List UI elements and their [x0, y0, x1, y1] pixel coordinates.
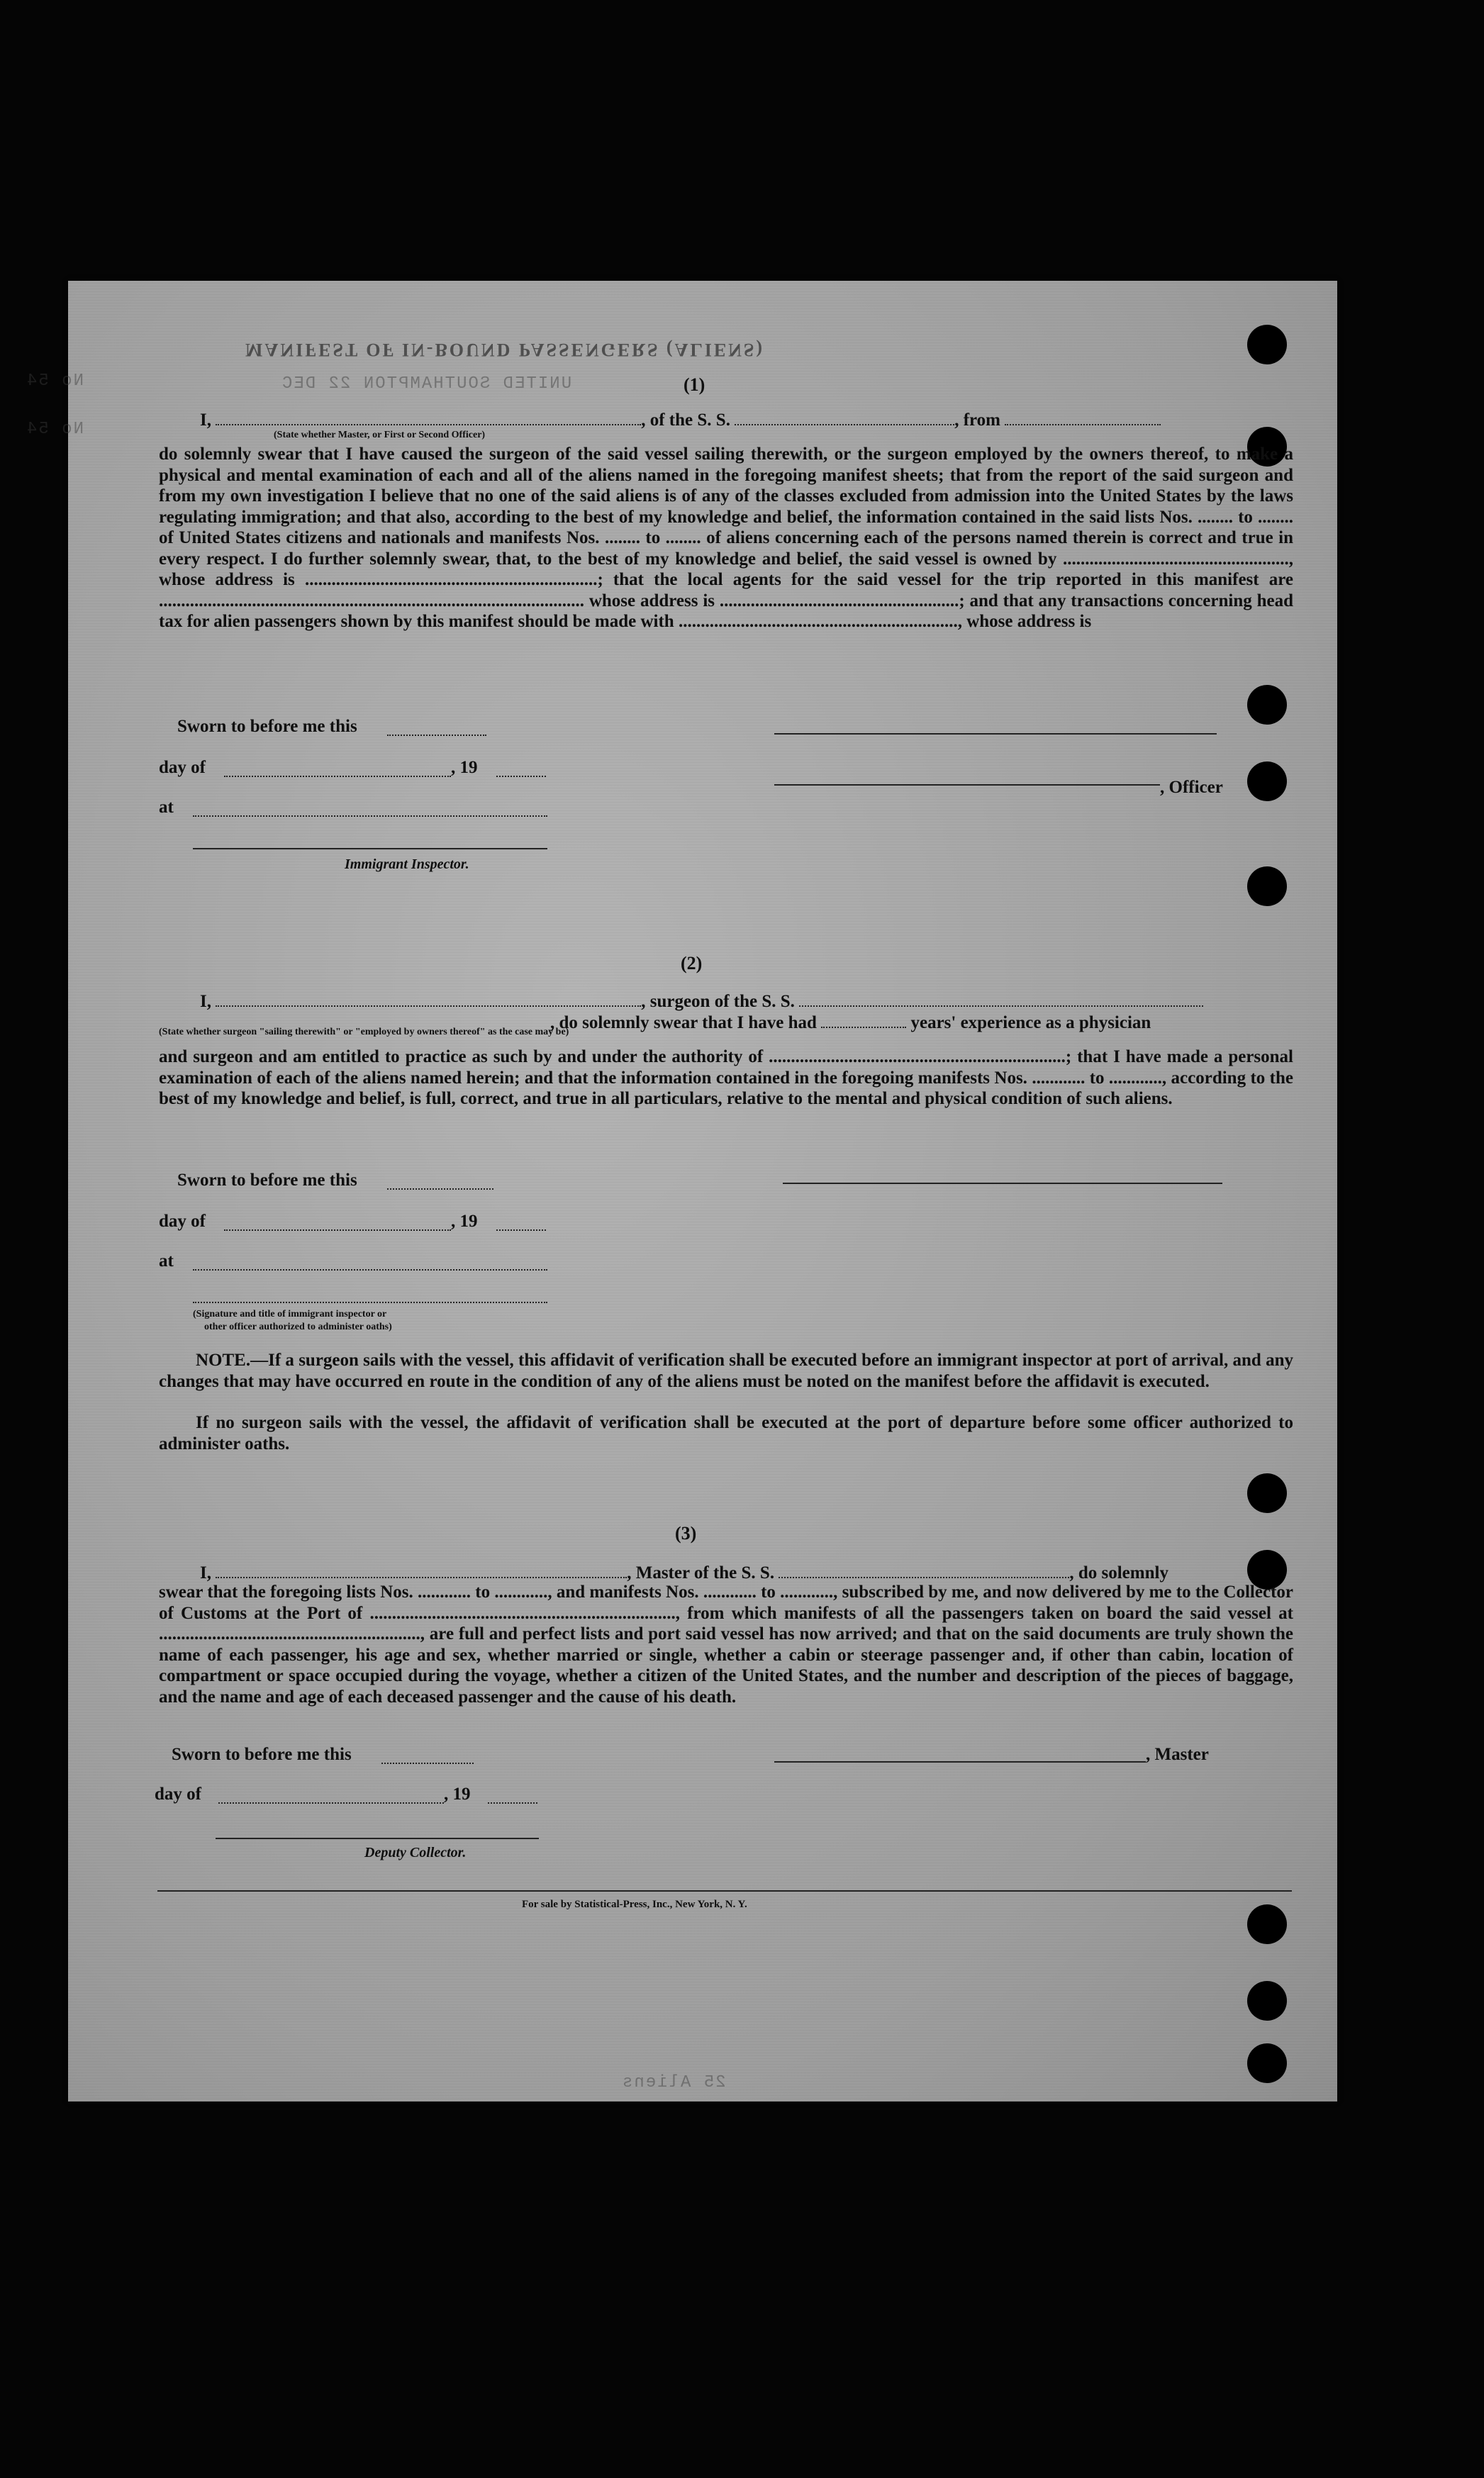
punch-hole — [1247, 761, 1287, 801]
sworn-date-line — [387, 735, 486, 736]
section-1-from: , from — [954, 411, 1000, 430]
section-1-officer: , Officer — [1160, 778, 1223, 797]
section-1-oath-paragraph: do solemnly swear that I have caused the surgeon of the said vessel sailing therewith, or the surgeon employed by the owners thereof, to make a physical and mental examination of each and all of the aliens named in the foregoing manifest sheets; that from the report of the said surgeon and from my own investigation I believe that no one of the said aliens is of any of the classes excluded from admission into the United States by the laws regulating immigration; and that also, according to the best of my knowledge and belief, the information contained in the said lists Nos. ........ to ........ of United States citizens and nationals and manifests Nos. ........ to ........ of aliens concerning each of the persons named therein is correct and true in every respect. I do further solemnly swear, that, to the best of my knowledge and belief, the said vessel is owned by ..................................................., whose address is ..................................................................; that the local agents for the said vessel for the trip reported in this manifest are ................................................................................................ whose address is ......................................................; and that any transactions concerning head tax for alien passengers shown by this manifest should be made with ..............................................................., whose address is — [159, 445, 1293, 631]
vessel-name-field[interactable] — [735, 408, 954, 425]
punch-hole — [1247, 685, 1287, 725]
manifest-ghost-line: UNITED SOUTHAMPTON 22 DEC — [281, 374, 572, 394]
sworn-date-line — [387, 1188, 493, 1190]
section-2-number: (2) — [681, 953, 703, 973]
day-of-line — [224, 776, 451, 777]
section-3-day-of: day of — [155, 1785, 201, 1804]
section-3-master: , Master — [1146, 1745, 1209, 1764]
footer-divider — [157, 1890, 1292, 1892]
sworn-date-line — [381, 1763, 474, 1764]
section-3-do-solemnly: , do solemnly — [1069, 1563, 1168, 1583]
section-2-swear: , do solemnly swear that I have had — [550, 1013, 817, 1032]
bleed-through-tail: 25 Aliens — [621, 2073, 726, 2092]
section-1-line-1 — [200, 408, 1161, 430]
section-1-i: I, — [200, 411, 211, 430]
from-port-field[interactable] — [1005, 408, 1161, 425]
section-3-number: (3) — [675, 1523, 697, 1544]
year-line — [488, 1802, 537, 1804]
punch-hole — [1247, 325, 1287, 364]
surgeon-vessel-field[interactable] — [799, 990, 1203, 1007]
year-line — [496, 776, 546, 777]
master-name-field[interactable] — [216, 1561, 627, 1578]
witness-signature-line — [193, 1302, 547, 1303]
year-line — [496, 1229, 546, 1231]
surgeon-signature-line — [783, 1183, 1222, 1184]
section-2-oath-paragraph: and surgeon and am entitled to practice as such by and under the authority of ...................................................................; that I have made a personal examination of each of the aliens named herein; and that the information contained in the foregoing manifests Nos. ............ to ............, according to the best of my knowledge and belief, is full, correct, and true in all particulars, relative to the mental and physical condition of such aliens. — [159, 1047, 1293, 1108]
side-number-1: No 54 — [26, 372, 84, 391]
collector-signature-line — [216, 1838, 539, 1839]
punch-hole — [1247, 2043, 1287, 2083]
note-paragraph-1: NOTE.—If a surgeon sails with the vessel, this affidavit of verification shall be executed before an immigrant inspector at port of arrival, and any changes that may have occurred en route in the condition of any of the aliens must be noted on the manifest before the affidavit is executed. — [159, 1351, 1293, 1391]
day-of-line — [224, 1229, 451, 1231]
surgeon-name-field[interactable] — [216, 990, 641, 1007]
section-1-number: (1) — [684, 374, 705, 395]
section-2-at: at — [159, 1251, 174, 1271]
section-1-of-ss: , of the S. S. — [641, 411, 730, 430]
master-name-field[interactable] — [216, 408, 641, 425]
officer-signature-line — [774, 733, 1217, 735]
immigrant-inspector-label: Immigrant Inspector. — [345, 856, 469, 872]
section-2-sworn: Sworn to before me this — [177, 1171, 357, 1190]
section-2-i: I, — [200, 992, 211, 1011]
officer-title-line — [774, 784, 1160, 786]
deputy-collector-label: Deputy Collector. — [364, 1845, 467, 1860]
master-signature-line — [774, 1761, 1146, 1763]
at-line — [193, 1269, 547, 1271]
note-paragraph-2: If no surgeon sails with the vessel, the affidavit of verification shall be executed at the port of departure before some officer authorized to administer oaths. — [159, 1413, 1293, 1453]
section-2-surgeon-of-ss: , surgeon of the S. S. — [641, 992, 795, 1011]
section-3-master-of-ss: , Master of the S. S. — [627, 1563, 775, 1583]
section-2-years: years' experience as a physician — [910, 1013, 1151, 1032]
section-2-sig-note-1: (Signature and title of immigrant inspector or — [193, 1309, 387, 1319]
inspector-signature-line — [193, 848, 547, 849]
section-3-sworn: Sworn to before me this — [172, 1745, 352, 1764]
at-line — [193, 815, 547, 817]
side-number-2: No 54 — [26, 420, 84, 439]
manifest-page — [26, 281, 1337, 2102]
punch-hole — [1247, 866, 1287, 906]
section-2-day-of: day of — [159, 1212, 206, 1231]
footer-imprint: For sale by Statistical-Press, Inc., New York, N. Y. — [522, 1899, 747, 1910]
section-1-day-of: day of — [159, 758, 206, 777]
section-2-line-1 — [200, 990, 1203, 1012]
section-1-year: , 19 — [451, 758, 478, 777]
vessel-name-field[interactable] — [779, 1561, 1069, 1578]
punch-hole — [1247, 1904, 1287, 1944]
punch-hole — [1247, 1473, 1287, 1513]
section-1-at: at — [159, 798, 174, 817]
section-3-line-1 — [200, 1561, 1168, 1583]
section-1-sworn: Sworn to before me this — [177, 717, 357, 736]
section-2-line-2 — [550, 1011, 1151, 1033]
day-of-line — [218, 1802, 444, 1804]
manifest-header-title: MANIFEST OF IN-BOUND PASSENGERS (ALIENS) — [245, 340, 765, 360]
punch-hole — [1247, 1981, 1287, 2021]
section-2-year: , 19 — [451, 1212, 478, 1231]
section-3-oath-paragraph: swear that the foregoing lists Nos. ............ to ............, and manifests Nos. ............ to ............, subscribed by me, and now delivered by me to the Collector of Customs at the Port of ....................................................................., from which manifests of all the passengers taken on board the said vessel at ..........................................................., are full and perfect lists and port said vessel has now arrived; and that on the said documents are truly shown the name of each passenger, his age and sex, whether married or single, whether a cabin or steerage passenger and, if other than cabin, location of compartment or space occupied during the voyage, whether a citizen of the United States, and the number and description of the pieces of baggage, and the name and age of each deceased passenger and the cause of his death. — [159, 1583, 1293, 1707]
section-3-year: , 19 — [444, 1785, 471, 1804]
section-2-sig-note-2: other officer authorized to administer oaths) — [204, 1322, 392, 1332]
years-experience-field[interactable] — [821, 1011, 906, 1028]
section-1-rank-note: (State whether Master, or First or Second Officer) — [274, 430, 486, 440]
section-2-surgeon-note: (State whether surgeon "sailing therewith" or "employed by owners thereof" as the case may be) — [159, 1027, 569, 1037]
section-3-i: I, — [200, 1563, 211, 1583]
